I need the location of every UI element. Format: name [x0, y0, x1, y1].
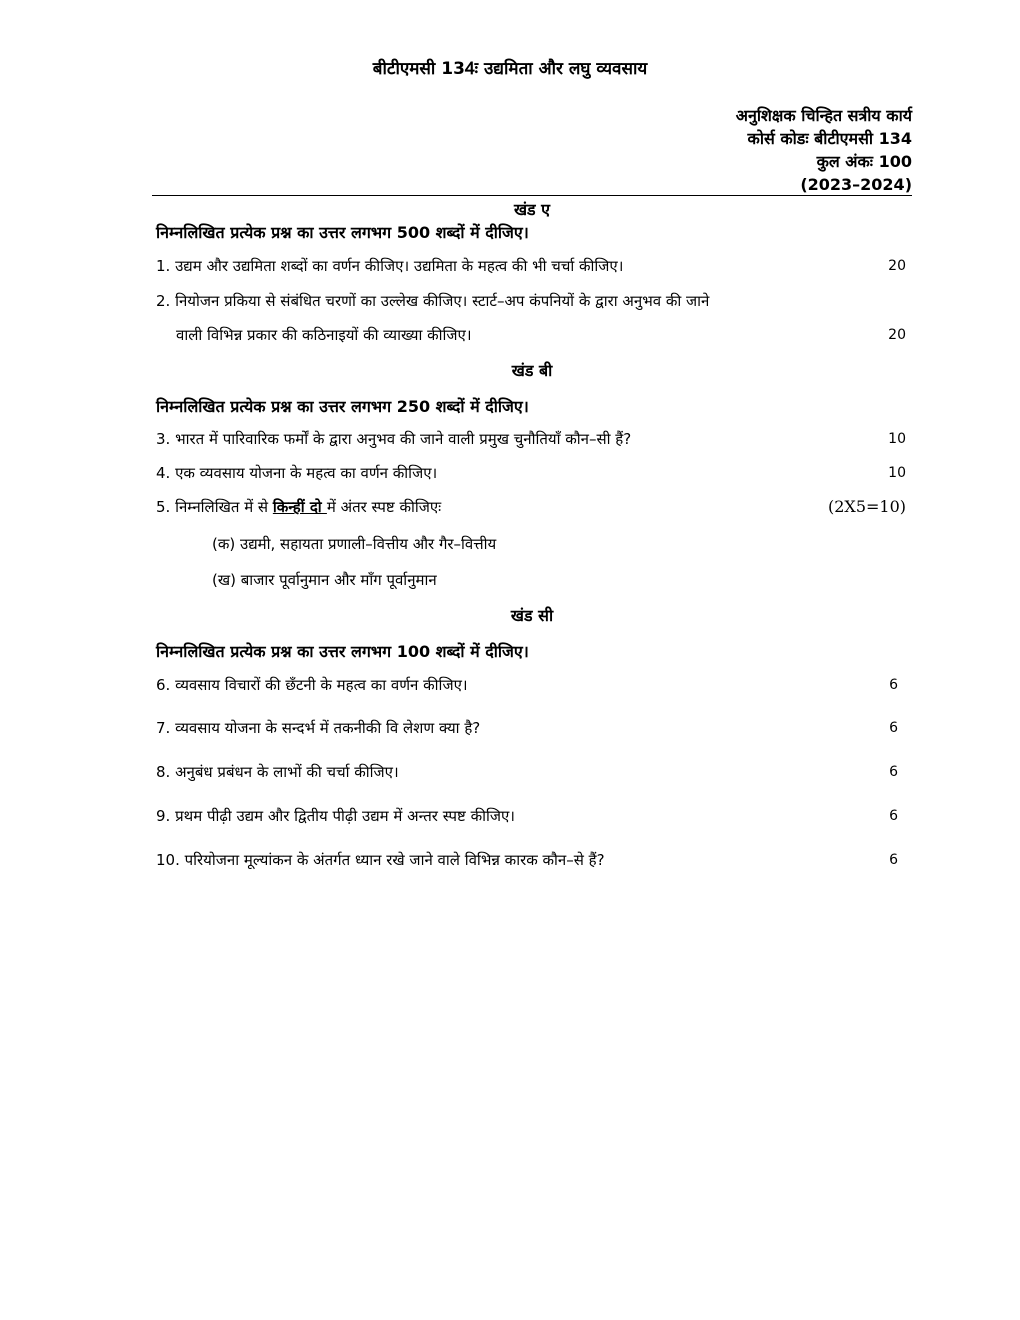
section-a-heading: खंड ए: [513, 200, 551, 219]
question-5-option-b: (ख) बाजार पूर्वानुमान और माँग पूर्वानुमान: [212, 571, 437, 589]
question-10: 10. परियोजना मूल्यांकन के अंतर्गत ध्यान रखे जाने वाले विभिन्न कारक कौन–से हैं?: [156, 851, 605, 869]
total-marks: कुल अंकः 100: [816, 152, 912, 171]
question-3-marks: 10: [888, 431, 906, 447]
question-10-marks: 6: [889, 852, 898, 868]
question-5-marks: (2X5=10): [828, 497, 906, 516]
question-6: 6. व्यवसाय विचारों की छँटनी के महत्व का वर्णन कीजिए।: [156, 676, 468, 694]
question-1-marks: 20: [888, 258, 906, 274]
question-9-marks: 6: [889, 808, 898, 824]
question-2: 2. नियोजन प्रकिया से संबंधित चरणों का उल्लेख कीजिए। स्टार्ट–अप कंपनियों के द्वारा अनुभव की जाने: [156, 292, 710, 310]
question-7-marks: 6: [889, 720, 898, 736]
session-year: (2023–2024): [800, 175, 912, 194]
question-7: 7. व्यवसाय योजना के सन्दर्भ में तकनीकी वि लेशण क्या है?: [156, 719, 481, 737]
question-8-marks: 6: [889, 764, 898, 780]
question-2-marks: 20: [888, 327, 906, 343]
course-code: कोर्स कोडः बीटीएमसी 134: [747, 129, 912, 148]
section-c-instruction: निम्नलिखित प्रत्येक प्रश्न का उत्तर लगभग 100 शब्दों में दीजिए।: [156, 642, 529, 661]
assignment-type: अनुशिक्षक चिन्हित सत्रीय कार्य: [735, 106, 912, 125]
document-title: बीटीएमसी 134ः उद्यमिता और लघु व्यवसाय: [372, 59, 648, 79]
question-9: 9. प्रथम पीढ़ी उद्यम और द्वितीय पीढ़ी उद्यम में अन्तर स्पष्ट कीजिए।: [156, 807, 515, 825]
question-8: 8. अनुबंध प्रबंधन के लाभों की चर्चा कीजिए।: [156, 763, 399, 781]
question-5-lead: 5. निम्नलिखित में से: [156, 498, 273, 516]
section-c-heading: खंड सी: [510, 606, 554, 625]
question-5-emphasis: किन्हीं दो: [272, 498, 327, 516]
question-4-marks: 10: [888, 465, 906, 481]
question-6-marks: 6: [889, 677, 898, 693]
question-1: 1. उद्यम और उद्यमिता शब्दों का वर्णन कीजिए। उद्यमिता के महत्व की भी चर्चा कीजिए।: [156, 257, 624, 275]
question-4: 4. एक व्यवसाय योजना के महत्व का वर्णन कीजिए।: [156, 464, 438, 482]
question-5-tail: में अंतर स्पष्ट कीजिएः: [326, 498, 442, 516]
question-3: 3. भारत में पारिवारिक फर्मों के द्वारा अनुभव की जाने वाली प्रमुख चुनौतियाँ कौन–सी हैं?: [156, 430, 632, 448]
section-b-heading: खंड बी: [511, 361, 553, 380]
question-2-continued: वाली विभिन्न प्रकार की कठिनाइयों की व्याख्या कीजिए।: [176, 326, 472, 344]
header-divider: [152, 195, 912, 196]
question-5: [156, 497, 441, 517]
section-b-instruction: निम्नलिखित प्रत्येक प्रश्न का उत्तर लगभग 250 शब्दों में दीजिए।: [156, 397, 529, 416]
section-a-instruction: निम्नलिखित प्रत्येक प्रश्न का उत्तर लगभग 500 शब्दों में दीजिए।: [156, 223, 529, 242]
question-5-option-a: (क) उद्यमी, सहायता प्रणाली–वित्तीय और गैर–वित्तीय: [212, 535, 497, 553]
